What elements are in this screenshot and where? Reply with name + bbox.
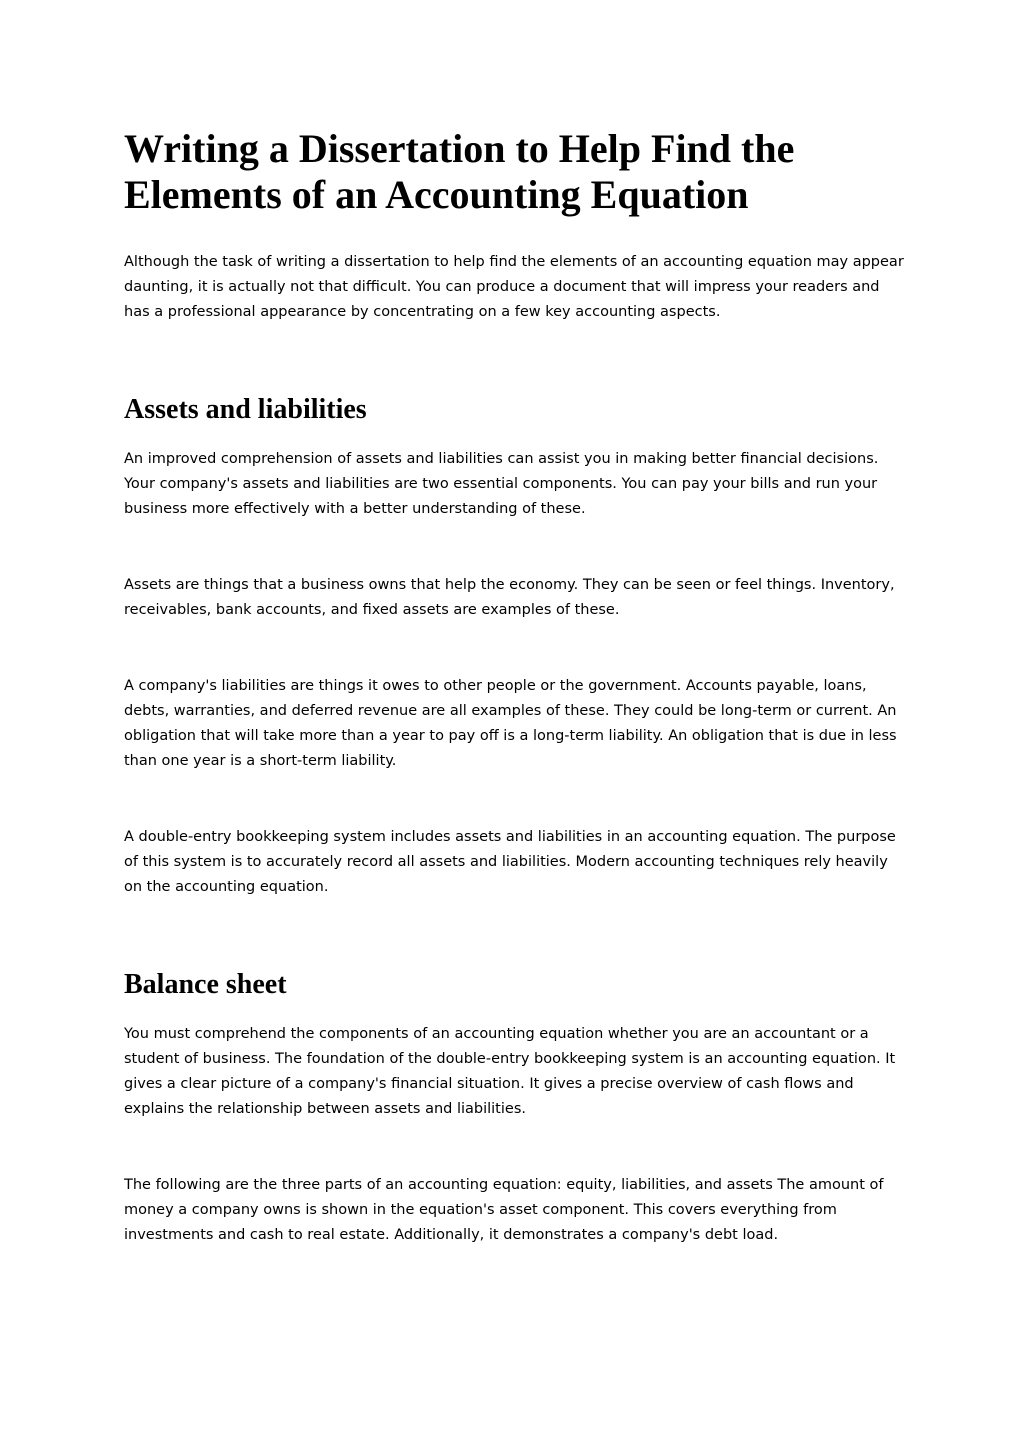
intro-paragraph: Although the task of writing a dissertation to help find the elements of an accounting equation may appear daunting, it is actually not that difficult. You can produce a document that will impress your readers and has a professional appearance by concentrating on a few key accounting aspects. [124,254,904,320]
document-title: Writing a Dissertation to Help Find the Elements of an Accounting Equation [124,126,795,217]
section-assets-and-liabilities [124,393,904,900]
body-paragraph: A company's liabilities are things it owes to other people or the government. Accounts payable, loans, debts, warranties, and deferred revenue are all examples of these. They could be long-term or current. An obligation that will take more than a year to pay off is a long-term liability. An obligation that is due in less than one year is a short-term liability. [124,678,897,769]
section-heading: Assets and liabilities [124,394,367,425]
body-paragraph: A double-entry bookkeeping system includes assets and liabilities in an accounting equation. The purpose of this system is to accurately record all assets and liabilities. Modern accounting techniques rely heavily on the accounting equation. [124,829,896,895]
body-paragraph: The following are the three parts of an accounting equation: equity, liabilities, and assets The amount of money a company owns is shown in the equation's asset component. This covers everything from investments and cash to real estate. Additionally, it demonstrates a company's debt load. [124,1177,884,1243]
section-balance-sheet [124,968,904,1248]
body-paragraph: Assets are things that a business owns that help the economy. They can be seen or feel things. Inventory, receivables, bank accounts, and fixed assets are examples of these. [124,577,895,618]
document-page [124,126,904,1248]
body-paragraph: You must comprehend the components of an accounting equation whether you are an accountant or a student of business. The foundation of the double-entry bookkeeping system is an accounting equation. It gives a clear picture of a company's financial situation. It gives a precise overview of cash flows and explains the relationship between assets and liabilities. [124,1026,896,1117]
section-heading: Balance sheet [124,969,287,1000]
body-paragraph: An improved comprehension of assets and liabilities can assist you in making better financial decisions. Your company's assets and liabilities are two essential components. You can pay your bills and run your business more effectively with a better understanding of these. [124,451,879,517]
